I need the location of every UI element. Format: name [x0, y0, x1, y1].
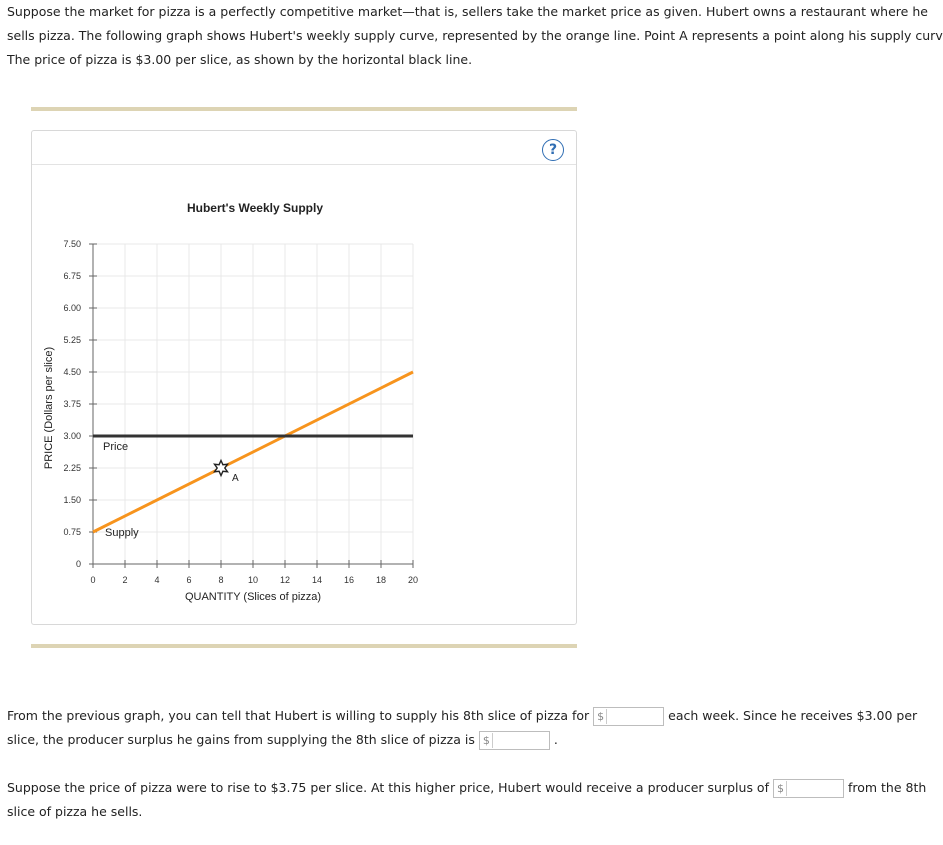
- y-tick-label: 3.75: [63, 399, 81, 409]
- y-tick-label: 7.50: [63, 239, 81, 249]
- answer-1-input[interactable]: [608, 709, 662, 724]
- dollar-sign: $: [595, 709, 607, 724]
- y-tick-label: 0: [75, 559, 81, 569]
- answer-2-box[interactable]: [479, 731, 550, 750]
- grid-lines: [93, 244, 413, 564]
- y-axis-label: PRICE (Dollars per slice): [43, 346, 55, 470]
- dollar-sign: $: [481, 733, 493, 748]
- question-2-text-a: Suppose the price of pizza were to rise to $3.75 per slice. At this higher price, Hubert would receive a producer surplus of: [7, 780, 769, 795]
- x-tick-label: 8: [218, 575, 224, 585]
- question-circle-icon[interactable]: ?: [542, 139, 564, 161]
- y-tick-label: 6.75: [63, 271, 81, 281]
- x-axis-label: QUANTITY (Slices of pizza): [184, 591, 322, 603]
- answer-3-box[interactable]: [773, 779, 844, 798]
- x-tick-label: 16: [343, 575, 355, 585]
- y-tick-label: 0.75: [63, 527, 81, 537]
- x-tick-label: 10: [247, 575, 259, 585]
- y-tick-label: 6.00: [63, 303, 81, 313]
- answer-1-box[interactable]: [593, 707, 664, 726]
- chart-labels: [103, 441, 239, 539]
- y-tick-label: 5.25: [63, 335, 81, 345]
- x-tick-label: 2: [122, 575, 128, 585]
- supply-label: Supply: [105, 527, 139, 539]
- x-tick-label: 6: [186, 575, 192, 585]
- chart-title: Hubert's Weekly Supply: [186, 201, 324, 215]
- question-1-text-a: From the previous graph, you can tell that Hubert is willing to supply his 8th slice of pizza for: [7, 708, 590, 723]
- x-tick-label: 12: [279, 575, 291, 585]
- question-2-text-b: from the 8th: [847, 780, 927, 795]
- bottom-divider: [31, 644, 577, 648]
- x-tick-label: 0: [90, 575, 96, 585]
- question-1: [7, 704, 918, 752]
- question-1-text-c: slice, the producer surplus he gains from supplying the 8th slice of pizza is: [7, 732, 475, 747]
- question-1-text-d: .: [553, 732, 558, 747]
- point-a-star-icon: [215, 461, 228, 476]
- dollar-sign: $: [775, 781, 787, 796]
- y-tick-label: 2.25: [63, 463, 81, 473]
- intro-line-1: Suppose the market for pizza is a perfectly competitive market—that is, sellers take the market price as given. Hubert owns a restaurant where he: [7, 4, 928, 19]
- point-a-label: A: [232, 473, 239, 484]
- x-tick-label: 14: [311, 575, 323, 585]
- x-tick-label: 18: [375, 575, 387, 585]
- y-tick-label: 1.50: [63, 495, 81, 505]
- answer-3-input[interactable]: [788, 781, 842, 796]
- question-2: [7, 776, 927, 824]
- x-tick-label: 20: [407, 575, 419, 585]
- intro-line-2: sells pizza. The following graph shows Hubert's weekly supply curve, represented by the orange line. Point A represents a point along his supply curv: [7, 28, 943, 43]
- y-tick-label: 4.50: [63, 367, 81, 377]
- question-2-text-c: slice of pizza he sells.: [7, 804, 143, 819]
- intro-line-3: The price of pizza is $3.00 per slice, as shown by the horizontal black line.: [7, 52, 473, 67]
- answer-2-input[interactable]: [494, 733, 548, 748]
- price-label: Price: [103, 441, 129, 453]
- y-tick-label: 3.00: [63, 431, 81, 441]
- question-1-text-b: each week. Since he receives $3.00 per: [668, 708, 918, 723]
- x-tick-label: 4: [154, 575, 160, 585]
